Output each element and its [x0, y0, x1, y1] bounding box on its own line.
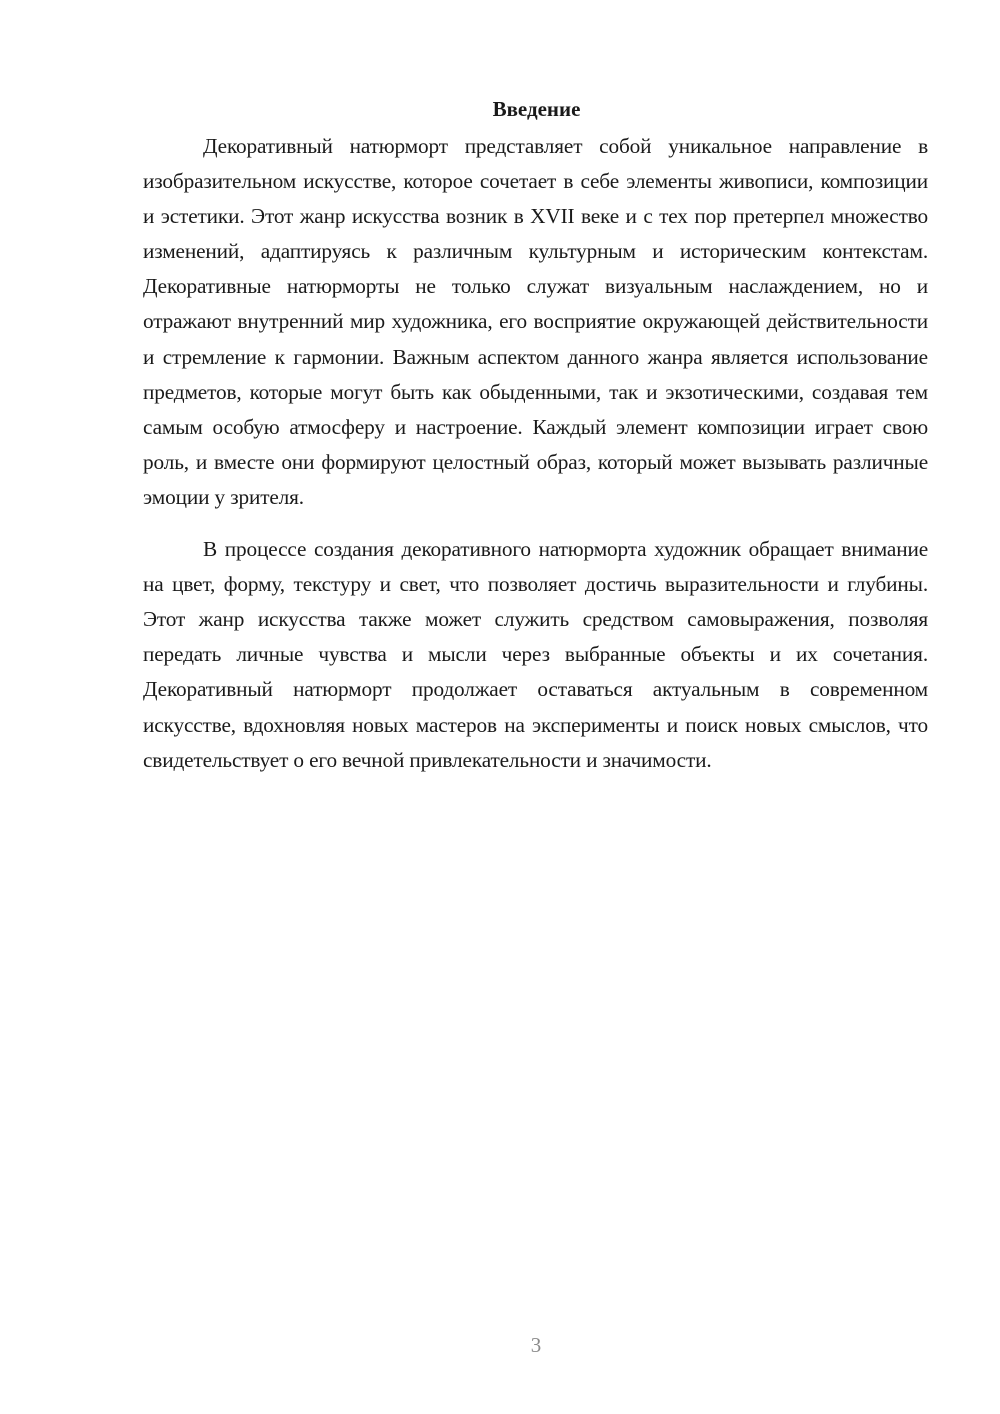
page-content: [143, 92, 928, 778]
paragraph-1: Декоративный натюрморт представляет собой уникальное направление в изобразительном искусстве, которое сочетает в себе элементы живописи, композиции и эстетики. Этот жанр искусства возник в XVII веке и с тех пор претерпел множество изменений, адаптируясь к различным культурным и историческим контекстам. Декоративные натюрморты не только служат визуальным наслаждением, но и отражают внутренний мир художника, его восприятие окружающей действительности и стремление к гармонии. Важным аспектом данного жанра является использование предметов, которые могут быть как обыденными, так и экзотическими, создавая тем самым особую атмосферу и настроение. Каждый элемент композиции играет свою роль, и вместе они формируют целостный образ, который может вызывать различные эмоции у зрителя.: [143, 134, 928, 509]
paragraph-2: В процессе создания декоративного натюрморта художник обращает внимание на цвет, форму, текстуру и свет, что позволяет достичь выразительности и глубины. Этот жанр искусства также может служить средством самовыражения, позволяя передать личные чувства и мысли через выбранные объекты и их сочетания. Декоративный натюрморт продолжает оставаться актуальным в современном искусстве, вдохновляя новых мастеров на эксперименты и поиск новых смыслов, что свидетельствует о его вечной привлекательности и значимости.: [143, 537, 928, 772]
page-number: 3: [530, 1333, 542, 1357]
section-heading: Введение: [492, 97, 581, 121]
